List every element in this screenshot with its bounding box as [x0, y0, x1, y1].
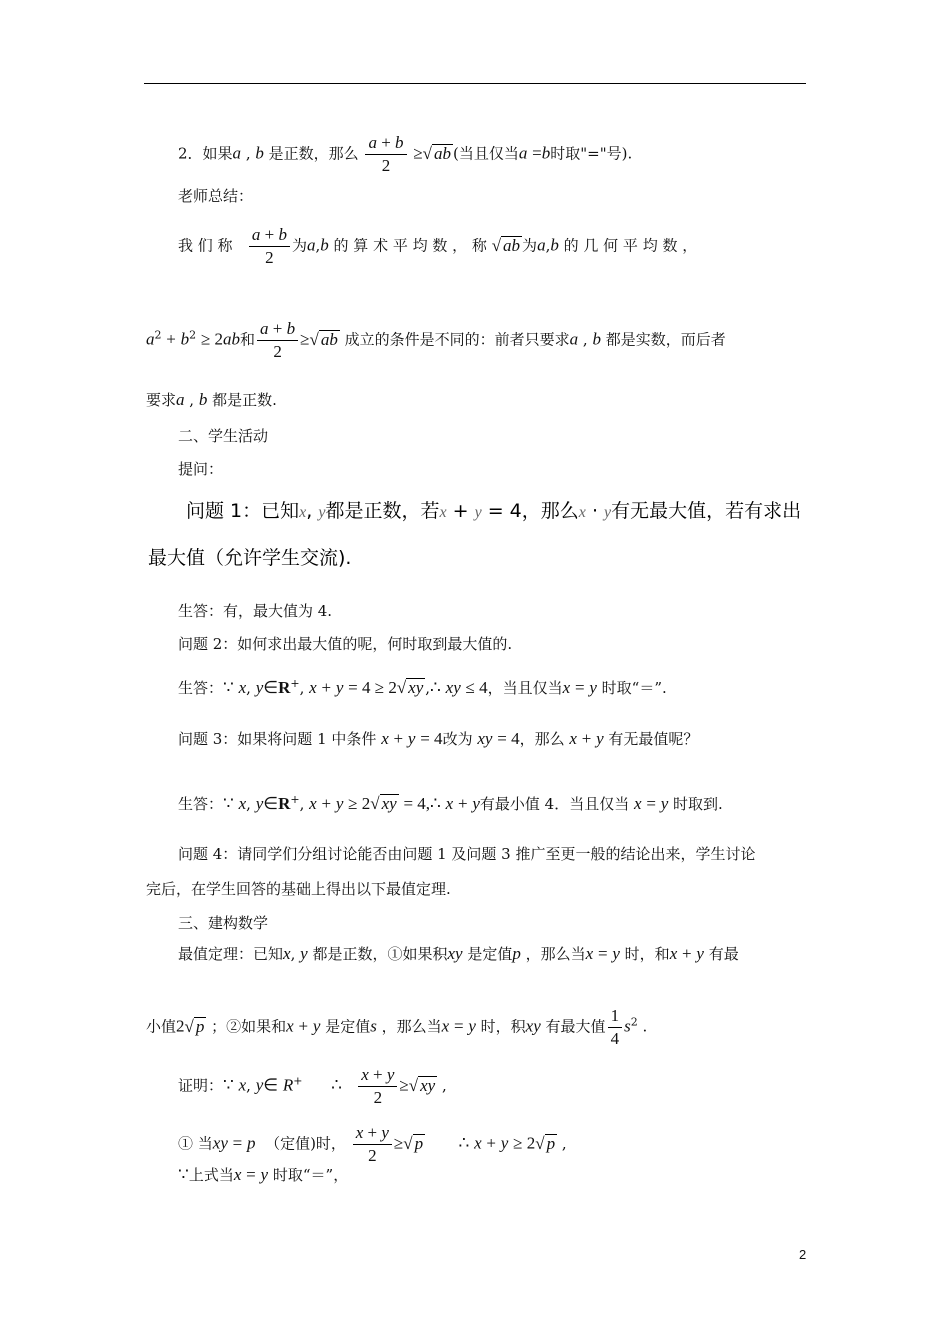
sqrt-xy: √ xy	[408, 1075, 436, 1095]
summary-label: 老师总结：	[178, 187, 254, 205]
summary-line-2: $a^2 + b^2 \ge 2ab$和 $\frac{a + b}{2}$ ≥√ ab 成立的条件是不同的：前者只要求a , b 都是实数，而后者	[146, 319, 726, 361]
proof-line-3: ∵上式当x = y 时取“＝”，	[178, 1165, 349, 1184]
question-3: 问题 3：如果将问题 1 中条件 x + y = 4改为 xy = 4，那么 x + y 有无最值呢？	[178, 729, 699, 748]
sqrt-ab: √ ab	[309, 329, 338, 349]
question-1-line-1: 问题 1：已知x, y都是正数，若x + y = 4，那么x · y有无最大值，若有求出	[186, 500, 802, 522]
sqrt-ab: √ ab	[422, 143, 451, 163]
header-rule	[144, 83, 806, 84]
fraction-a-plus-b-over-2: $\frac{a + b}{2}$	[249, 224, 290, 269]
answer-2: 生答：∵ x, y∈R+, x + y = 4 ≥ 2√ xy ,∴ xy ≤ 4，当且仅当x = y 时取“＝”.	[178, 677, 667, 697]
section-2-heading: 二、学生活动	[178, 427, 269, 445]
question-4-line-2: 完后，在学生回答的基础上得出以下最值定理.	[146, 880, 451, 898]
sqrt-xy: √ xy	[370, 794, 397, 813]
sqrt-p: √ p	[535, 1133, 556, 1153]
fraction-x-plus-y-over-2: $\frac{x + y}{2}$	[353, 1122, 392, 1167]
sqrt-xy: √ xy	[396, 678, 424, 697]
section-3-heading: 三、建构数学	[178, 914, 269, 932]
sqrt-ab: √ ab	[491, 235, 521, 255]
question-1-line-2: 最大值（允许学生交流).	[148, 547, 352, 569]
summary-line-1: 我 们 称 $\frac{a + b}{2}$ 为a,b 的 算 术 平 均 数 ， 称 √ ab 为a,b 的 几 何 平 均 数 ，	[178, 225, 698, 267]
theorem-line-2: 小值2√ p ；②如果和x + y 是定值s ，那么当x = y 时，积xy 有最大值 $\frac{1}{4}$ $s^2$ .	[146, 1006, 648, 1048]
fraction-a-plus-b-over-2: $\frac{a + b}{2}$	[365, 132, 406, 177]
summary-line-3: 要求a , b 都是正数.	[146, 390, 277, 409]
item-2-line: 2．如果a , b 是正数，那么 $\frac{a + b}{2}$ ≥√ ab (当且仅当a =b时取"="号).	[178, 133, 633, 175]
theorem-line-1: 最值定理：已知x, y 都是正数，①如果积xy 是定值p ，那么当x = y 时，和x + y 有最	[178, 944, 739, 963]
fraction-a-plus-b-over-2: $\frac{a + b}{2}$	[257, 318, 298, 363]
proof-line-2: ① 当xy = p （定值)时， $\frac{x + y}{2}$ ≥√ p ∴ x + y ≥ 2√ p ,	[178, 1123, 567, 1165]
ask-label: 提问：	[178, 460, 224, 478]
question-2: 问题 2：如何求出最大值的呢，何时取到最大值的.	[178, 635, 513, 653]
sqrt-p: √ p	[184, 1016, 205, 1036]
proof-line-1: 证明：∵ x, y∈ R+ ∴ $\frac{x + y}{2}$ ≥√ xy ,	[178, 1065, 447, 1107]
sqrt-p: √ p	[403, 1133, 424, 1153]
fraction-x-plus-y-over-2: $\frac{x + y}{2}$	[358, 1064, 397, 1109]
question-4-line-1: 问题 4：请同学们分组讨论能否由问题 1 及问题 3 推广至更一般的结论出来，学生讨论	[178, 845, 756, 863]
page-number: 2	[799, 1247, 807, 1262]
fraction-1-over-4: $\frac{1}{4}$	[608, 1005, 623, 1050]
answer-3: 生答：∵ x, y∈R+, x + y ≥ 2√ xy = 4,∴ x + y有最小值 4．当且仅当 x = y 时取到.	[178, 793, 723, 813]
answer-1: 生答：有，最大值为 4.	[178, 602, 333, 620]
